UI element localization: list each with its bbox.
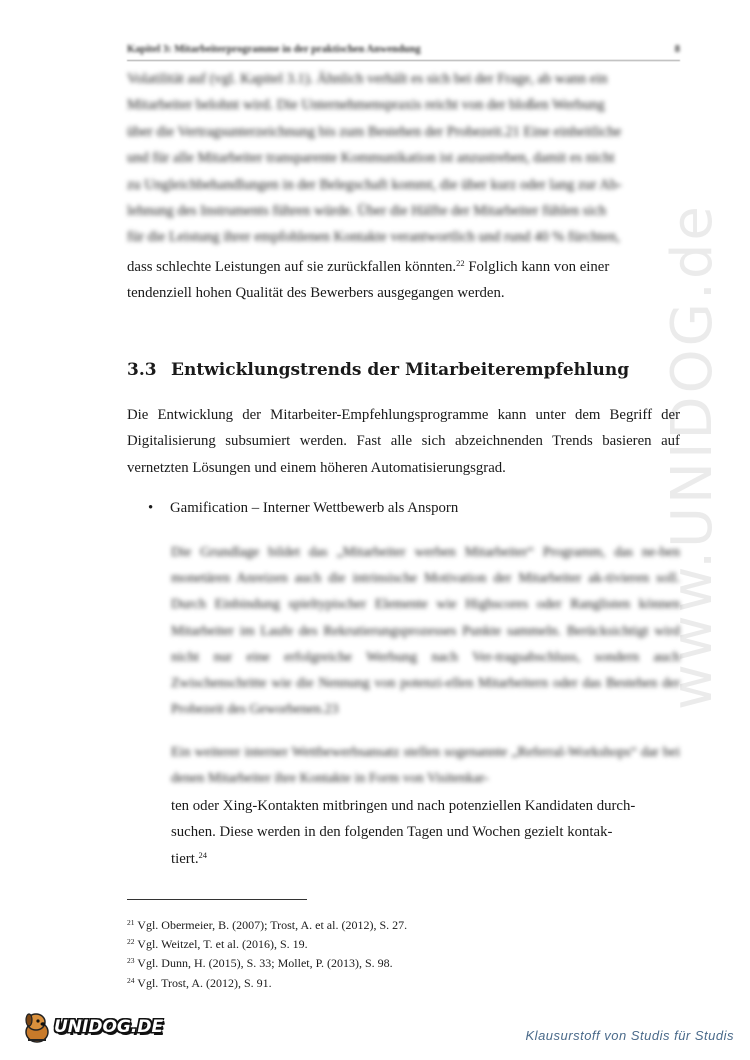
blurred-line: und für alle Mitarbeiter transparente Kommunikation ist anzustreben, damit es nicht (127, 150, 615, 167)
text-line: ten oder Xing-Kontakten mitbringen und nach potenziellen Kandidaten durch- (171, 798, 636, 814)
bullet-symbol: • (148, 500, 154, 516)
footnotes (127, 916, 407, 993)
section-title: Entwicklungstrends der Mitarbeiterempfehlung (171, 360, 630, 380)
footnote: $^{21}$ Vgl. Obermeier, B. (2007); Trost, A. et al. (2012), S. 27. (127, 918, 408, 932)
blurred-line: Mitarbeiter belohnt wird. Die Unternehmenspraxis reicht von der bloßen Werbung (127, 97, 605, 114)
footnote-ref[interactable]: 24 (198, 849, 208, 860)
header-title: Kapitel 3: Mitarbeiterprogramme in der praktischen Anwendung (127, 44, 421, 55)
bullet-paragraph-tail (171, 793, 680, 872)
blurred-line: lehnung des Instruments führen würde. Über die Hälfte der Mitarbeiter fühlen sich (127, 203, 607, 220)
blurred-line: für die Leistung ihrer empfohlenen Kontakte verantwortlich und rund 40 % fürchten, (127, 229, 620, 246)
page-number: 8 (674, 44, 680, 55)
dog-mascot-icon (22, 1010, 52, 1044)
blurred-line: über die Vertragsunterzeichnung bis zum Bestehen der Probezeit.21 Eine einheitliche (127, 123, 622, 140)
running-header (127, 44, 680, 55)
unidog-logo[interactable] (22, 1010, 163, 1044)
header-rule (127, 60, 680, 61)
intro-paragraph-tail (127, 254, 680, 307)
text-line: dass schlechte Leistungen auf sie zurückfallen könnten.$^{22}$ Folglich kann von einer (127, 258, 610, 275)
footer-tagline: Klausurstoff von Studis für Studis (525, 1028, 734, 1043)
footnote-ref[interactable]: 22 (456, 258, 465, 268)
blurred-bullet-paragraph-1: Die Grundlage bildet das „Mitarbeiter werben Mitarbeiter“ Programm, das ne-ben monetären Anreizen auch die intrinsische Motivation der Mitarbeiter ak-tivieren soll. Durch Einbindung spieltypischer Elemente wie Highscores oder Ranglisten können Mitarbeiter im Laufe des Rekrutierungsprozesses Punkte sammeln. Berücksichtigt wird nicht nur eine erfolgreiche Werbung nach Ver-tragsabschluss, sondern auch Zwischenschritte wie die Nennung von potenzi-ellen Mitarbeitern oder das Bestehen der Probezeit des Geworbenen.23 (171, 545, 680, 718)
blurred-bullet-paragraph-2: Ein weiterer interner Wettbewerbsansatz stellen sogenannte „Referral-Workshops“ dar bei denen Mitarbeiter ihre Kontakte in Form von Visitenkar- (171, 745, 680, 787)
text-line: tiert.$^{24}$ (171, 849, 208, 867)
blurred-paragraph-top (127, 66, 680, 251)
watermark: www.UNIDOG.de (660, 203, 725, 710)
bullet-item (148, 500, 458, 517)
section-number: 3.3 (127, 360, 157, 380)
logo-text: UNIDOG.DE (54, 1017, 164, 1037)
blurred-line: zu Ungleichbehandlungen in der Belegschaft kommt, die über kurz oder lang zur Ab- (127, 176, 622, 193)
text-line: suchen. Diese werden in den folgenden Tagen und Wochen gezielt kontak- (171, 824, 613, 841)
section-heading (127, 360, 629, 380)
footnote: $^{23}$ Vgl. Dunn, H. (2015), S. 33; Mollet, P. (2013), S. 98. (127, 956, 393, 971)
footnote: $^{22}$ Vgl. Weitzel, T. et al. (2016), S. 19. (127, 937, 308, 952)
section-paragraph: Die Entwicklung der Mitarbeiter-Empfehlungsprogramme kann unter dem Begriff der Digitalisierung subsumiert werden. Fast alle sich abzeichnenden Trends basieren auf vernetzten Lösungen und einem höheren Automatisierungsgrad. (127, 407, 680, 476)
bullet-text: Gamification – Interner Wettbewerb als Ansporn (170, 500, 459, 516)
blurred-line: Volatilität auf (vgl. Kapitel 3.1). Ähnlich verhält es sich bei der Frage, ab wann ein (127, 71, 608, 87)
footnote: $^{24}$ Vgl. Trost, A. (2012), S. 91. (127, 975, 272, 990)
footnote-separator (127, 899, 307, 900)
text-line: tendenziell hohen Qualität des Bewerbers ausgegangen werden. (127, 285, 505, 302)
